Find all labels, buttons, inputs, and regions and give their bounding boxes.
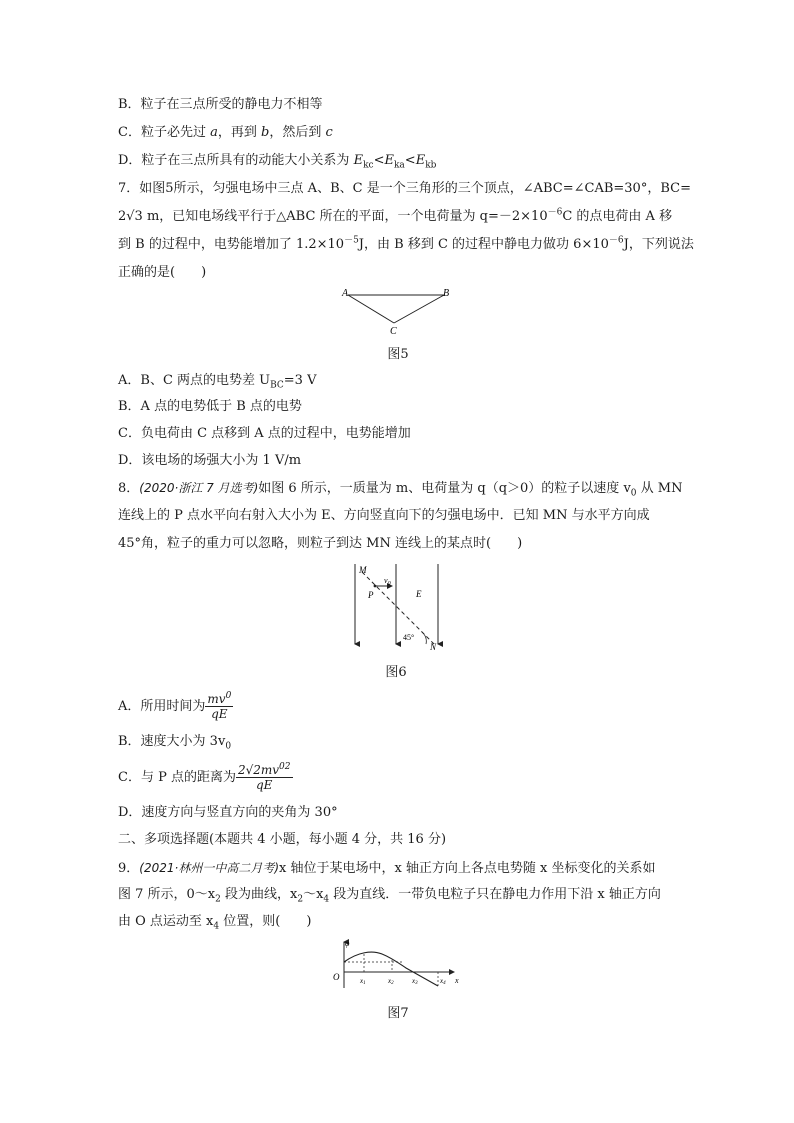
- q8-stem-line3: 45°角，粒子的重力可以忽略，则粒子到达 MN 连线上的某点时( ): [118, 536, 523, 551]
- q9-stem-line3-b: 位置，则( ): [219, 914, 312, 929]
- q8-option-b-sub: 0: [225, 741, 232, 752]
- q6-option-b: B．粒子在三点所受的静电力不相等: [118, 97, 323, 112]
- q9-number: 9．: [118, 861, 140, 876]
- q9-potential-graph: [330, 938, 466, 992]
- q7-figure-caption: 图5: [387, 347, 409, 362]
- q9-stem-line2-a: 图 7 所示，0～x: [118, 887, 216, 902]
- q8-option-b-pre: B．速度大小为 3v: [118, 734, 226, 749]
- q7-stem-line2: [118, 208, 672, 226]
- q7-stem-line2-sup: －6: [547, 207, 563, 218]
- q8-option-a-num: [205, 692, 233, 707]
- q8-option-c-num-text: 2√2mv: [237, 763, 280, 777]
- q8-option-a-num-sup: 0: [225, 691, 232, 701]
- q7-option-a-pre: A．B、C 两点的电势差 U: [118, 373, 271, 388]
- q7-label-b: B: [443, 288, 450, 299]
- q8-option-c-num-sup: 02: [279, 762, 291, 772]
- q7-stem-line4: 正确的是( ): [118, 265, 207, 280]
- q6-option-c: [118, 124, 333, 142]
- q8-stem-line1: [118, 479, 682, 498]
- q8-option-b: [118, 733, 231, 751]
- q8-label-e: E: [416, 589, 422, 599]
- q6-option-d: D．粒子在三点所具有的动能大小关系为 $E_{kc}<E_{ka}<E_{kb}$: [118, 153, 437, 171]
- q6-option-c-mid2: ，然后到: [269, 125, 326, 140]
- q6-option-d-e1: E: [353, 153, 364, 168]
- q8-stem-line1-sub: 0: [630, 488, 637, 499]
- q6-option-d-s2: ka: [393, 160, 405, 171]
- q9-stem-line2-s1: 2: [215, 894, 221, 905]
- q7-option-b: B．A 点的电势低于 B 点的电势: [118, 399, 302, 414]
- q7-stem-line3-sup1: －5: [344, 235, 359, 246]
- q8-figure-caption: 图6: [385, 665, 407, 680]
- q8-stem-line2: 连线上的 P 点水平向右射入大小为 E、方向竖直向下的匀强电场中．已知 MN 与水平方向成: [118, 508, 650, 523]
- q8-point-p: [374, 585, 377, 588]
- q9-label-x2: [387, 977, 394, 986]
- q8-label-v0: [384, 576, 391, 587]
- q6-option-d-pre: D．粒子在三点所具有的动能大小关系为: [118, 153, 354, 168]
- q6-option-c-pre: C．粒子必先过: [118, 125, 211, 140]
- q6-option-c-a: a: [210, 125, 218, 140]
- q9-label-x2-sub: 2: [391, 981, 394, 986]
- q9-stem-line2-b: 段为曲线，x: [220, 887, 298, 902]
- q8-option-a: [118, 692, 233, 721]
- q9-label-o: O: [333, 972, 340, 982]
- q7-stem-line3-b: J，由 B 移到 C 的过程中静电力做功 6×10: [358, 237, 609, 252]
- q9-label-phi: φ: [345, 939, 350, 948]
- q7-triangle-figure: [336, 285, 456, 337]
- q7-stem-line1: 7．如图5所示，匀强电场中三点 A、B、C 是一个三角形的三个顶点，∠ABC=∠CAB=30°，BC=: [118, 181, 691, 196]
- q6-option-d-e2: E: [384, 153, 394, 168]
- q7-stem-line3-c: J，下列说法: [623, 237, 694, 252]
- q7-option-d: D．该电场的场强大小为 1 V/m: [118, 453, 302, 468]
- q8-option-a-den: qE: [211, 707, 228, 721]
- q8-label-p: P: [368, 590, 374, 600]
- q9-stem-line3-sub: 4: [213, 921, 220, 932]
- q7-label-c: C: [390, 326, 397, 337]
- q9-stem-line3-a: 由 O 点运动至 x: [118, 914, 214, 929]
- q7-stem-line3-sup2: －6: [608, 235, 624, 246]
- q9-label-x2-x: x: [388, 977, 392, 985]
- q8-option-c-num: [236, 763, 293, 778]
- q7-option-a-post: =3 V: [283, 373, 317, 388]
- q7-stem-line3-a: 到 B 的过程中，电势能增加了 1.2×10: [118, 237, 345, 252]
- q7-stem-line2-a: 2√3 m，已知电场线平行于△ABC 所在的平面，一个电荷量为 q=－2×10: [118, 209, 548, 224]
- q6-option-c-b: b: [261, 125, 270, 140]
- q8-option-c-den: qE: [256, 778, 273, 792]
- q8-option-c-pre: C．与 P 点的距离为: [118, 770, 236, 785]
- q8-option-c: [118, 763, 293, 792]
- q8-option-a-pre: A．所用时间为: [118, 699, 206, 714]
- q9-label-x-axis: x: [455, 976, 459, 985]
- q9-label-x3-sub: 3: [415, 981, 418, 986]
- q7-line-bc: [394, 295, 444, 323]
- q6-option-d-e3: E: [415, 153, 426, 168]
- q7-stem-line3: [118, 236, 694, 254]
- q7-stem-line2-b: C 的点电荷由 A 移: [562, 209, 673, 224]
- q9-label-x4-sub: 4: [443, 981, 446, 986]
- q9-label-x1: [359, 977, 366, 986]
- q8-label-angle: 45°: [403, 633, 415, 642]
- q7-line-ac: [348, 295, 394, 323]
- q9-label-x1-x: x: [360, 977, 364, 985]
- q6-option-c-c: c: [325, 125, 333, 140]
- q9-source: (2021·林州一中高二月考): [139, 861, 279, 875]
- q6-option-d-s1: kc: [363, 160, 374, 171]
- q9-stem-line2-s2: 2: [297, 894, 304, 905]
- q8-label-m: M: [359, 565, 367, 575]
- q8-label-v-sub: 0: [387, 581, 391, 587]
- q7-option-a-sub: BC: [270, 380, 284, 391]
- q8-option-a-num-text: mv: [207, 692, 226, 706]
- q6-option-d-s3: kb: [425, 160, 437, 171]
- q8-label-v: v: [384, 576, 388, 585]
- q8-field-figure: [344, 560, 448, 652]
- q7-option-c: C．负电荷由 C 点移到 A 点的过程中，电势能增加: [118, 426, 411, 441]
- q8-source: (2020·浙江 7 月选考): [139, 481, 259, 495]
- q8-angle-arc: [422, 632, 426, 644]
- q8-number: 8．: [118, 481, 140, 496]
- q6-option-c-mid1: ，再到: [217, 125, 261, 140]
- q9-label-x3-x: x: [412, 977, 416, 985]
- q9-stem-line2-s3: 4: [323, 894, 330, 905]
- q8-label-n: N: [430, 642, 437, 652]
- q9-stem-line3: [118, 913, 311, 931]
- q9-label-x3: [411, 977, 418, 986]
- q8-stem-line1-b: 从 MN: [636, 481, 683, 496]
- q9-figure-caption: 图7: [387, 1006, 409, 1021]
- q9-stem-line1-a: x 轴位于某电场中，x 轴正方向上各点电势随 x 坐标变化的关系如: [279, 861, 656, 876]
- q9-label-x4: [439, 977, 446, 986]
- section2-heading: 二、多项选择题(本题共 4 小题，每小题 4 分，共 16 分): [118, 832, 447, 847]
- q8-option-a-fraction: [205, 692, 233, 721]
- q9-label-x4-x: x: [440, 977, 444, 985]
- q7-label-a: A: [342, 288, 349, 299]
- q9-stem-line2: [118, 886, 661, 904]
- q8-option-c-fraction: [236, 763, 293, 792]
- q9-stem-line2-d: 段为直线．一带负电粒子只在静电力作用下沿 x 轴正方向: [329, 887, 661, 902]
- q8-stem-line1-a: 如图 6 所示，一质量为 m、电荷量为 q（q＞0）的粒子以速度 v: [258, 481, 631, 496]
- q9-stem-line1: [118, 859, 656, 878]
- q8-option-d: D．速度方向与竖直方向的夹角为 30°: [118, 805, 338, 820]
- q7-option-a: [118, 372, 316, 390]
- q9-label-x1-sub: 1: [363, 981, 366, 986]
- q9-stem-line2-c: ～x: [303, 887, 324, 902]
